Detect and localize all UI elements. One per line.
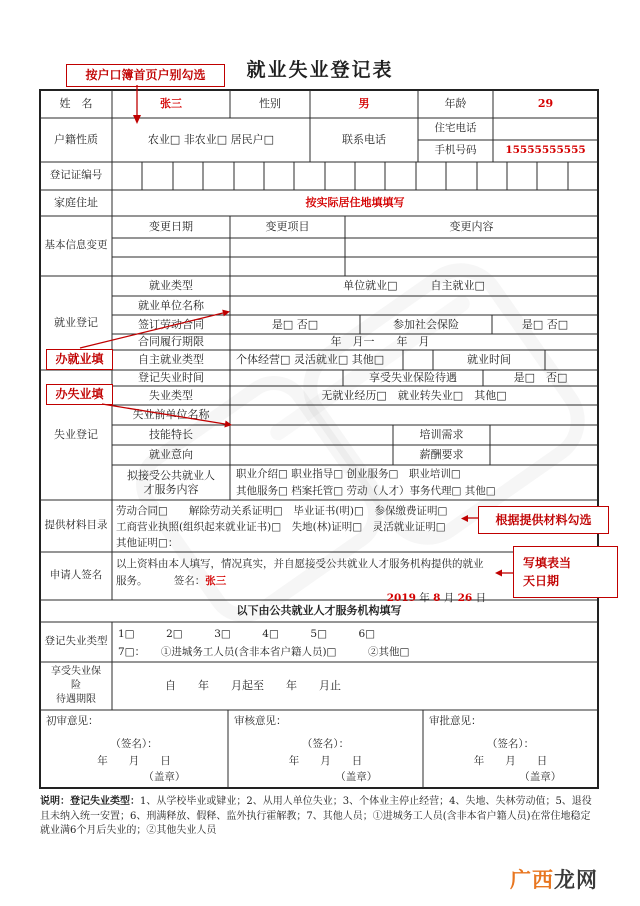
date-tip-box [513, 546, 618, 598]
unemployment-tip-box: 办失业填 [46, 384, 113, 405]
cert-number-label: 登记证编号 [49, 169, 103, 182]
unemployment-type-options: 无就业经历□ 就业转失业□ 其他□ [321, 388, 507, 402]
self-employment-options: 个体经营□ 灵活就业□ 其他□ [236, 353, 385, 367]
materials-label: 提供材料目录 [44, 519, 108, 532]
mobile-label: 手机号码 [434, 144, 477, 157]
name-label: 姓 名 [59, 97, 93, 111]
opinion-sign-line: （签名）： [486, 738, 535, 750]
home-phone-label: 住宅电话 [434, 122, 477, 135]
gender-value: 男 [358, 97, 370, 111]
insurance-label: 参加社会保险 [393, 317, 459, 331]
benefit-period-label-l2: 险 [71, 680, 81, 691]
intention-label: 就业意向 [149, 448, 193, 462]
benefit-yes-no: 是□ 否□ [513, 371, 568, 385]
hukou-label: 户籍性质 [54, 133, 98, 147]
employment-type-options: 单位就业□ 自主就业□ [343, 279, 485, 293]
service-label-line1: 拟接受公共就业人 [127, 468, 215, 482]
training-label: 培训需求 [419, 428, 464, 442]
notes-line1 [40, 795, 608, 810]
approval-opinion [423, 710, 598, 788]
benefit-period-label-l1: 享受失业保 [51, 666, 101, 677]
employment-tip-box: 办就业填 [46, 349, 113, 370]
notes [40, 795, 608, 839]
date-day-label: 日 [472, 592, 487, 604]
contract-term-value: 年 月一 年 月 [330, 335, 430, 349]
date-year-value: 2019 [386, 592, 416, 604]
info-change-label: 基本信息变更 [44, 239, 108, 252]
form-title: 就业失业登记表 [246, 59, 394, 82]
materials-line3: 其他证明□： [116, 537, 179, 549]
reg-unemployment-type-label: 登记失业类型 [44, 635, 108, 648]
employment-type-label: 就业类型 [149, 279, 193, 293]
date-day-value: 26 [457, 592, 473, 604]
service-options [236, 466, 596, 500]
opinion-title: 初审意见： [46, 715, 99, 727]
applicant-signature-label: 申请人签名 [49, 569, 103, 582]
opinion-date-line: 年 月 日 [97, 755, 171, 767]
opinion-title: 审核意见： [234, 715, 287, 727]
opinion-title: 审批意见： [429, 715, 482, 727]
reg-type-line1: 1□ 2□ 3□ 4□ 5□ 6□ [118, 628, 376, 640]
contract-label: 签订劳动合同 [138, 317, 204, 331]
benefit-period-value: 自 年 月起至 年 月止 [165, 679, 341, 693]
reg-type-line2: 7□： ①进城务工人员(含非本省户籍人员)□ ②其他□ [118, 646, 410, 658]
contact-label: 联系电话 [342, 133, 386, 147]
change-content-header: 变更内容 [449, 220, 494, 234]
name-value: 张三 [160, 97, 182, 111]
service-label [112, 465, 230, 500]
opinion-sign-line: （签名）： [110, 738, 158, 750]
date-tip-line2: 天日期 [523, 574, 560, 588]
date-month-label: 月 [440, 592, 458, 604]
hukou-tip-box: 按户口簿首页户别勾选 [66, 64, 225, 87]
reg-unemployment-type-options [118, 625, 598, 661]
age-label: 年龄 [444, 97, 467, 111]
opinion-seal-line: （盖章） [335, 771, 378, 783]
unemployment-type-label: 失业类型 [149, 388, 193, 402]
insurance-yes-no: 是□ 否□ [521, 317, 569, 331]
address-value: 按实际居住地填填写 [305, 196, 405, 210]
service-options-line2: 其他服务□ 档案托管□ 劳动（人才）事务代理□ 其他□ [236, 485, 496, 497]
brand-part1: 广西 [510, 868, 554, 892]
signature-line1: 以上资料由本人填写，情况真实，并自愿接受公共就业人才服务机构提供的就业 [116, 558, 484, 570]
prev-company-label: 失业前单位名称 [132, 408, 210, 422]
notes-line1-rest: 1、从学校毕业或肄业；2、从用人单位失业；3、个体业主停止经营；4、失地、失林劳动值；5、退役 [140, 796, 592, 807]
employment-time-label: 就业时间 [467, 353, 511, 367]
benefit-period-label [40, 662, 112, 710]
mobile-value: 15555555555 [505, 144, 586, 157]
salary-label: 薪酬要求 [419, 448, 464, 462]
contract-yes-no: 是□ 否□ [271, 317, 319, 331]
opinion-date-line: 年 月 日 [473, 755, 548, 767]
signature-line2-prefix: 服务。 签名： [116, 575, 206, 587]
address-label: 家庭住址 [54, 196, 98, 210]
unemployment-time-label: 登记失业时间 [138, 371, 204, 385]
unemployment-section-label: 失业登记 [54, 428, 98, 442]
signature-value: 张三 [205, 575, 227, 587]
notes-line2: 且未纳入统一安置；6、刑满释放、假释、监外执行霍解教；7、其他人员；①进城务工人员(含非本省户籍人员)在常住地稳定 [40, 810, 591, 822]
change-item-header: 变更项目 [265, 220, 310, 234]
opinion-seal-line: （盖章） [519, 771, 562, 783]
opinion-sign-line: （签名）： [301, 738, 350, 750]
site-watermark [440, 864, 598, 894]
date-year-label: 年 [415, 592, 434, 604]
notes-bold: 说明：登记失业类型： [40, 796, 140, 807]
brand-part2: 龙网 [554, 868, 598, 892]
materials-tip-box: 根据提供材料勾选 [478, 506, 609, 534]
review-opinion [228, 710, 423, 788]
materials-line2: 工商营业执照(组织起来就业证书)□ 失地(林)证明□ 灵活就业证明□ [116, 521, 446, 533]
age-value: 29 [537, 97, 554, 111]
agency-section-header: 以下由公共就业人才服务机构填写 [236, 604, 402, 618]
notes-line3: 就业满6个月后失业的；②其他失业人员 [40, 825, 217, 836]
materials-line1: 劳动合同□ 解除劳动关系证明□ 毕业证书(明)□ 参保缴费证明□ [116, 505, 448, 517]
benefit-label: 享受失业保险待遇 [369, 371, 457, 385]
gender-label: 性别 [259, 97, 281, 111]
opinion-date-line: 年 月 日 [288, 755, 363, 767]
employment-section-label: 就业登记 [54, 316, 98, 330]
service-options-line1: 职业介绍□ 职业指导□ 创业服务□ 职业培训□ [236, 468, 461, 480]
service-label-line2: 才服务内容 [143, 482, 199, 496]
change-date-header: 变更日期 [149, 220, 193, 234]
company-name-label: 就业单位名称 [138, 298, 204, 312]
opinion-seal-line: （盖章） [143, 771, 186, 783]
date-month-value: 8 [433, 592, 441, 604]
hukou-options: 农业□ 非农业□ 居民户□ [147, 133, 275, 147]
date-tip-line1: 写填表当 [523, 556, 572, 570]
benefit-period-label-l3: 待遇期限 [56, 694, 96, 705]
self-employment-type-label: 自主就业类型 [138, 353, 204, 367]
contract-term-label: 合同履行期限 [138, 335, 204, 349]
skill-label: 技能特长 [149, 428, 193, 442]
first-review-opinion [40, 710, 228, 788]
